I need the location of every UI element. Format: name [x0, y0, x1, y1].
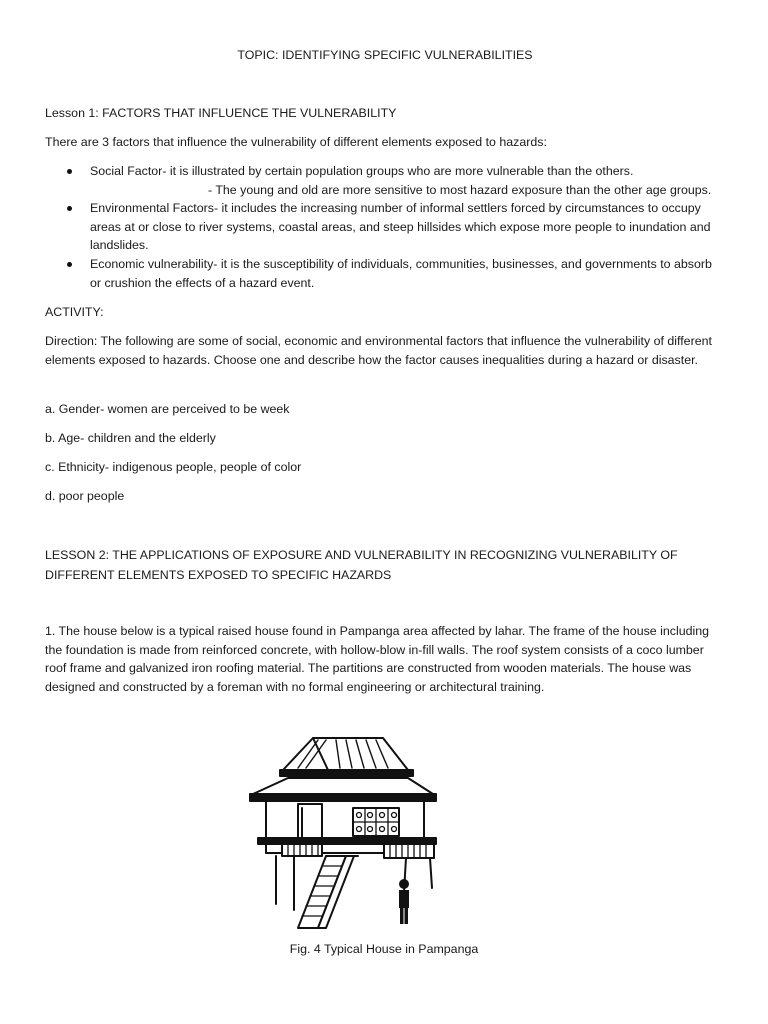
social-factor-subtext: - The young and old are more sensitive to most hazard exposure than the other age groups. — [208, 182, 712, 197]
page-title: TOPIC: IDENTIFYING SPECIFIC VULNERABILITIES — [237, 48, 533, 62]
bullet-icon — [67, 262, 72, 267]
activity-direction: Direction: The following are some of social, economic and environmental factors that influence the vulnerability of different elements exposed to hazards. Choose one and describe how the factor causes inequalities during a hazard or disaster. — [45, 334, 712, 367]
activity-label: ACTIVITY: — [45, 305, 104, 319]
lesson2-item1: 1. The house below is a typical raised house found in Pampanga area affected by lahar. The frame of the house including the foundation is made from reinforced concrete, with hollow-blow in-fill walls. The roof system consists of a coco lumber roof frame and galvanized iron roofing material. The partitions are constructed from wooden materials. The house was designed and constructed by a foreman with no formal engineering or architectural training. — [45, 624, 710, 694]
lesson1-intro: There are 3 factors that influence the vulnerability of different elements exposed to hazards: — [45, 135, 547, 149]
raised-house-illustration-icon — [218, 732, 458, 932]
lesson2-heading: LESSON 2: THE APPLICATIONS OF EXPOSURE AND VULNERABILITY IN RECOGNIZING VULNERABILITY OF DIFFERENT ELEMENTS EXPOSED TO SPECIFIC HAZARDS — [45, 548, 678, 582]
bullet-icon — [67, 206, 72, 211]
factor-list — [45, 162, 725, 292]
option-b: b. Age- children and the elderly — [45, 431, 216, 445]
option-c: c. Ethnicity- indigenous people, people of color — [45, 460, 302, 474]
option-d: d. poor people — [45, 489, 125, 503]
list-item — [45, 162, 725, 199]
social-factor-text: Social Factor- it is illustrated by certain population groups who are more vulnerable than the others. — [90, 164, 634, 178]
option-a: a. Gender- women are perceived to be week — [45, 402, 290, 416]
figure-caption: Fig. 4 Typical House in Pampanga — [289, 942, 479, 956]
economic-factor-text: Economic vulnerability- it is the susceptibility of individuals, communities, businesses, and governments to absorb or crushion the effects of a hazard event. — [90, 256, 712, 290]
list-item — [45, 255, 725, 292]
list-item — [45, 199, 725, 255]
bullet-icon — [67, 169, 72, 174]
environmental-factor-text: Environmental Factors- it includes the increasing number of informal settlers forced by circumstances to occupy areas at or close to river systems, coastal areas, and steep hillsides which expose more people to inundation and landslides. — [90, 201, 711, 253]
lesson1-heading: Lesson 1: FACTORS THAT INFLUENCE THE VULNERABILITY — [45, 106, 397, 120]
